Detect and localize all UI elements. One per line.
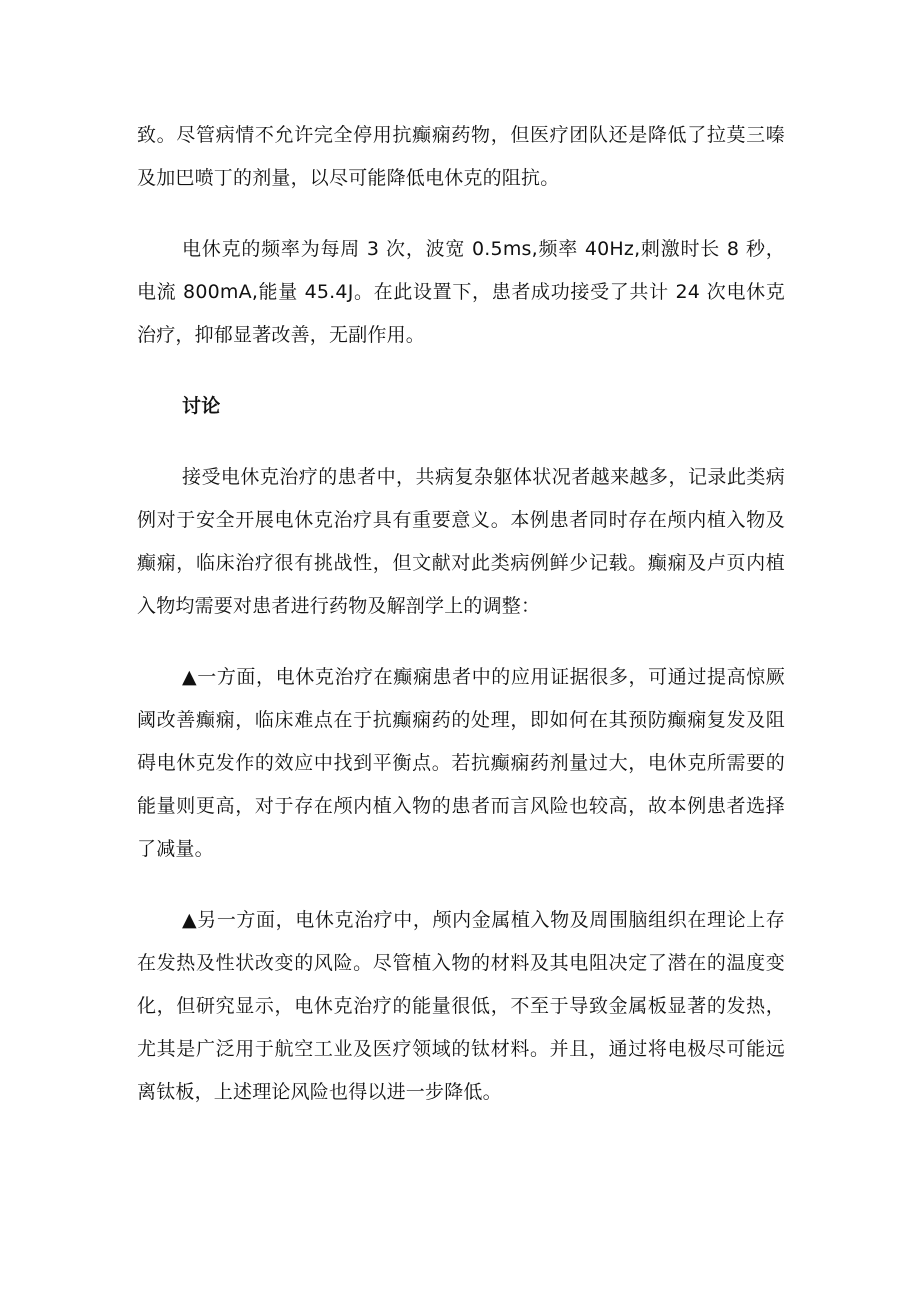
- triangle-bullet-icon: ▲: [182, 909, 198, 931]
- paragraph-discussion-intro: 接受电休克治疗的患者中，共病复杂躯体状况者越来越多，记录此类病例对于安全开展电休克治疗具有重要意义。本例患者同时存在颅内植入物及癫痫，临床治疗很有挑战性，但文献对此类病例鲜少记载。癫痫及卢页内植入物均需要对患者进行药物及解剖学上的调整：: [137, 466, 785, 617]
- bullet-text-second: 另一方面，电休克治疗中，颅内金属植入物及周围脑组织在理论上存在发热及性状改变的风险。尽管植入物的材料及其电阻决定了潜在的温度变化，但研究显示，电休克治疗的能量很低，不至于导致金属板显著的发热，尤其是广泛用于航空工业及医疗领域的钛材料。并且，通过将电极尽可能远离钛板，上述理论风险也得以进一步降低。: [137, 909, 785, 1103]
- section-heading-discussion: 讨论: [182, 395, 221, 417]
- paragraph-continuation: 致。尽管病情不允许完全停用抗癫痫药物，但医疗团队还是降低了拉莫三嗪及加巴喷丁的剂量，以尽可能降低电休克的阻抗。: [137, 124, 785, 189]
- paragraph-ect-settings: 电休克的频率为每周 3 次，波宽 0.5ms,频率 40Hz,刺激时长 8 秒，电流 800mA,能量 45.4J。在此设置下，患者成功接受了共计 24 次电休克治疗，抑郁显著改善，无副作用。: [137, 238, 785, 346]
- triangle-bullet-icon: ▲: [182, 666, 198, 688]
- bullet-paragraph-first: [137, 656, 785, 871]
- bullet-paragraph-second: [137, 899, 785, 1114]
- document-body: [137, 114, 785, 1142]
- bullet-text-first: 一方面，电休克治疗在癫痫患者中的应用证据很多，可通过提高惊厥阈改善癫痫，临床难点在于抗癫痫药的处理，即如何在其预防癫痫复发及阻碍电休克发作的效应中找到平衡点。若抗癫痫药剂量过大，电休克所需要的能量则更高，对于存在颅内植入物的患者而言风险也较高，故本例患者选择了减量。: [137, 666, 785, 860]
